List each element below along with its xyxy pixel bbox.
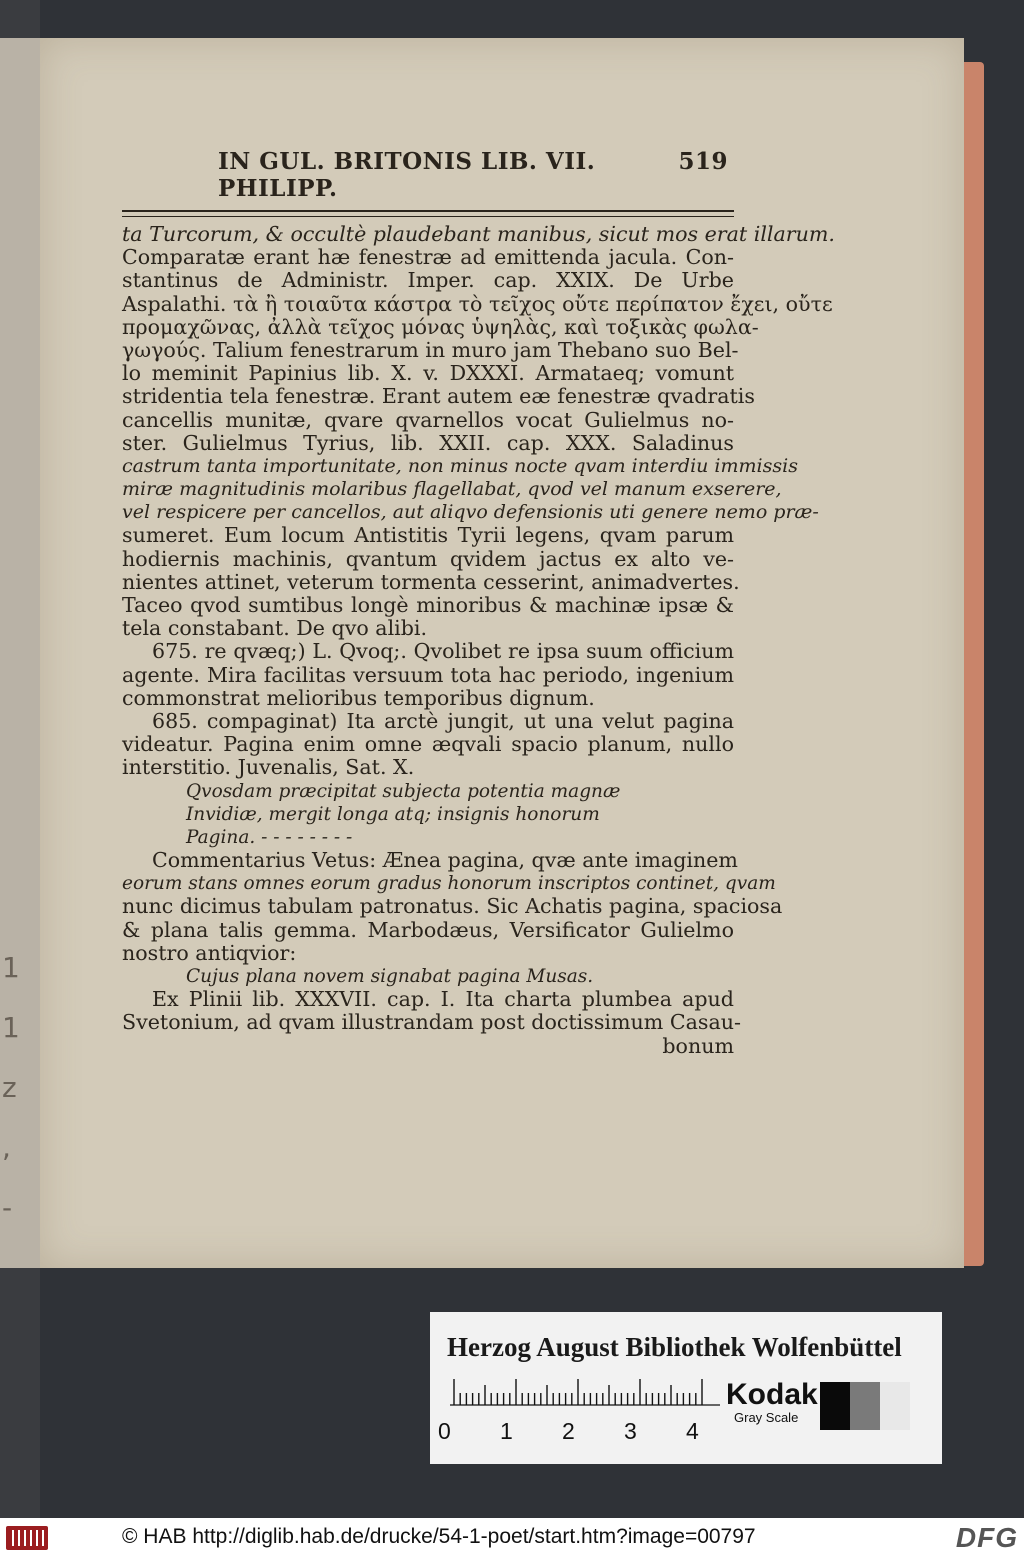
- ruler-numbers: [438, 1418, 748, 1445]
- gray-scale-label: Gray Scale: [734, 1410, 799, 1425]
- text-line: vel respicere per cancellos, aut aliqvo defensionis uti genere nemo præ-: [122, 501, 819, 524]
- text-line: nientes attinet, veterum tormenta cesserint, animadvertes.: [122, 569, 740, 594]
- verse-line: Invidiæ, mergit longa atq; insignis honorum: [186, 803, 600, 825]
- footer-bar: [0, 1518, 1024, 1557]
- text-line: interstitio. Juvenalis, Sat. X.: [122, 755, 415, 780]
- ruler-number: 2: [562, 1418, 575, 1444]
- text-line: 675. re qvæq;) L. Qvoq;. Qvolibet re ipsa suum officium: [152, 639, 734, 664]
- text-line: videatur. Pagina enim omne æqvali spacio planum, nullo: [122, 732, 734, 757]
- text-line: tela constabant. De qvo alibi.: [122, 616, 428, 641]
- text-line: sumeret. Eum locum Antistitis Tyrii legens, qvam parum: [122, 523, 734, 548]
- swatch-gray: [850, 1382, 880, 1430]
- swatch-black: [820, 1382, 850, 1430]
- text-line: γωγούς. Talium fenestrarum in muro jam Thebano suo Bel-: [122, 337, 739, 362]
- text-line: προμαχῶνας, ἀλλὰ τεῖχος μόνας ὑψηλὰς, καὶ τοξικὰς φωλα-: [122, 314, 759, 339]
- text-line: hodiernis machinis, qvantum qvidem jactus ex alto ve-: [122, 546, 734, 571]
- text-line: nostro antiqvior:: [122, 940, 297, 965]
- text-line: Aspalathi. τὰ ἢ τοιαῦτα κάστρα τὸ τεῖχος οὔτε περίπατον ἔχει, οὔτε: [122, 291, 833, 316]
- running-head-title: IN GUL. BRITONIS LIB. VII. PHILIPP.: [218, 148, 596, 202]
- text-line: castrum tanta importunitate, non minus nocte qvam interdiu immissis: [122, 454, 798, 477]
- running-head: [122, 148, 734, 202]
- gray-swatches: [820, 1382, 910, 1432]
- swatch-white: [880, 1382, 910, 1430]
- previous-page-edge: [0, 38, 40, 1268]
- text-line: lo meminit Papinius lib. X. v. DXXXI. Armataeq; vomunt: [122, 361, 734, 386]
- verse-line: Pagina. - - - - - - - -: [186, 826, 353, 848]
- head-rule: [122, 210, 734, 217]
- text-line: ta Turcorum, & occultè plaudebant manibus, sicut mos erat illarum.: [122, 222, 835, 246]
- text-line: Ex Plinii lib. XXXVII. cap. I. Ita charta plumbea apud: [152, 987, 734, 1012]
- ruler-scale: [450, 1378, 720, 1406]
- text-line: miræ magnitudinis molaribus flagellabat, qvod vel manum exserere,: [122, 478, 782, 501]
- page-text: [122, 148, 835, 1058]
- text-line: & plana talis gemma. Marbodæus, Versificator Gulielmo: [122, 917, 734, 942]
- previous-page-marks: 1 1 z , -: [2, 951, 20, 1224]
- hab-logo-icon: [6, 1526, 48, 1550]
- ruler-number: 1: [500, 1418, 513, 1444]
- verse-line: Cujus plana novem signabat pagina Musas.: [186, 966, 594, 987]
- color-reference-card: [430, 1312, 942, 1464]
- verse-line: Qvosdam præcipitat subjecta potentia magnæ: [186, 780, 621, 802]
- catchword: bonum: [662, 1033, 734, 1058]
- text-line: Comparatæ erant hæ fenestræ ad emittenda jacula. Con-: [122, 245, 734, 270]
- text-line: commonstrat melioribus temporibus dignum.: [122, 685, 595, 710]
- text-line: 685. compaginat) Ita arctè jungit, ut una velut pagina: [152, 708, 734, 733]
- card-title: Herzog August Bibliothek Wolfenbüttel: [447, 1332, 902, 1362]
- footer-link[interactable]: © HAB http://diglib.hab.de/drucke/54-1-poet/start.htm?image=00797: [122, 1525, 756, 1548]
- dfg-logo: DFG: [955, 1522, 1018, 1553]
- page-number: 519: [678, 148, 728, 175]
- text-line: cancellis munitæ, qvare qvarnellos vocat Gulielmus no-: [122, 407, 734, 432]
- ruler-number: 4: [686, 1418, 699, 1444]
- book-page: [40, 38, 964, 1268]
- kodak-brand: Kodak: [726, 1378, 818, 1411]
- text-line: Svetonium, ad qvam illustrandam post doctissimum Casau-: [122, 1010, 741, 1035]
- text-line: stantinus de Administr. Imper. cap. XXIX. De Urbe: [122, 268, 734, 293]
- text-line: agente. Mira facilitas versuum tota hac periodo, ingenium: [122, 662, 734, 687]
- ruler-number: 3: [624, 1418, 637, 1444]
- text-line: Commentarius Vetus: Ænea pagina, qvæ ante imaginem: [152, 848, 738, 873]
- text-line: Taceo qvod sumtibus longè minoribus & machinæ ipsæ &: [122, 593, 734, 617]
- text-line: nunc dicimus tabulam patronatus. Sic Achatis pagina, spaciosa: [122, 894, 783, 919]
- text-line: eorum stans omnes eorum gradus honorum inscriptos continet, qvam: [122, 873, 776, 895]
- text-line: ster. Gulielmus Tyrius, lib. XXII. cap. XXX. Saladinus: [122, 430, 734, 455]
- ruler-number: 0: [438, 1418, 451, 1444]
- text-line: stridentia tela fenestræ. Erant autem eæ fenestræ qvadratis: [122, 384, 755, 409]
